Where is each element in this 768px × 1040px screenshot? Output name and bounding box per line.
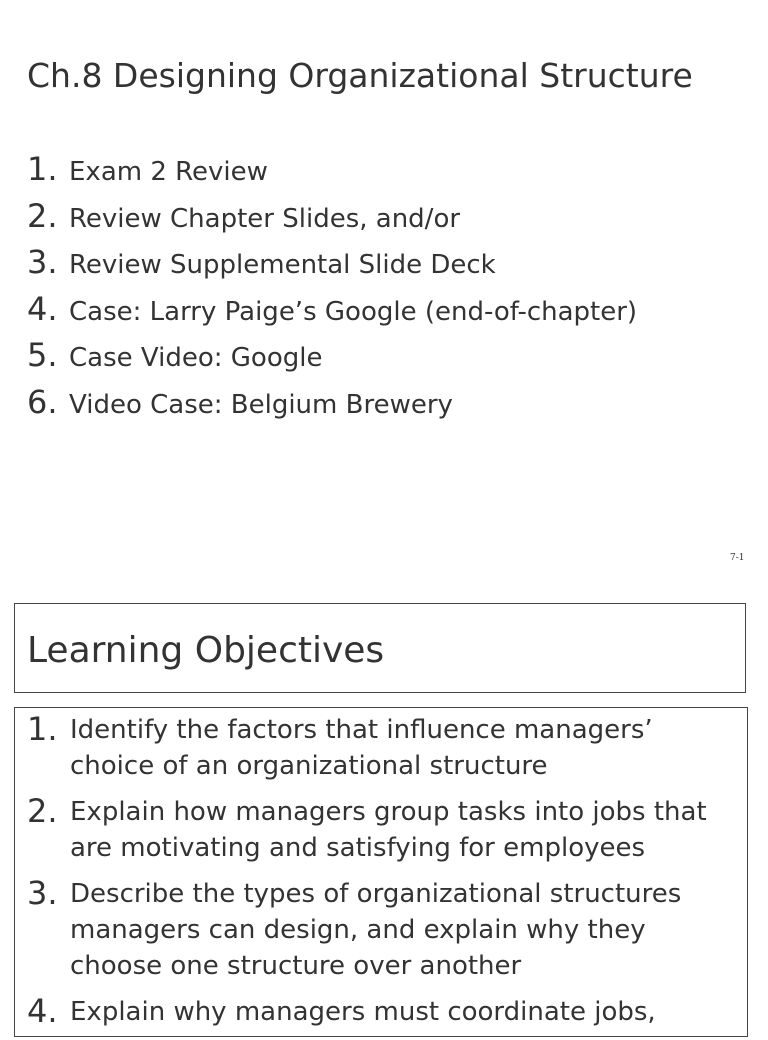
objective-number: 2. xyxy=(27,792,58,830)
objective-text: Identify the factors that influence managers’ choice of an organizational structure xyxy=(70,715,653,781)
agenda-item xyxy=(27,243,637,290)
page-number: 7-1 xyxy=(730,553,745,563)
item-number: 2. xyxy=(27,196,58,235)
item-text: Exam 2 Review xyxy=(69,157,268,187)
agenda-item xyxy=(27,197,637,244)
agenda-item xyxy=(27,336,637,383)
objectives-body-box xyxy=(14,707,748,1037)
agenda-item xyxy=(27,383,637,430)
objectives-title-box xyxy=(14,603,746,693)
item-text: Case: Larry Paige’s Google (end-of-chapter) xyxy=(69,296,638,327)
objectives-list xyxy=(27,712,730,1040)
item-text: Review Supplemental Slide Deck xyxy=(69,250,496,280)
item-number: 3. xyxy=(27,243,58,281)
objective-number: 4. xyxy=(27,992,58,1030)
objective-item xyxy=(27,794,730,866)
objective-text: Describe the types of organizational structures managers can design, and explain why they choose one structure over another xyxy=(70,879,682,981)
item-number: 5. xyxy=(27,336,58,374)
agenda-item xyxy=(27,150,637,197)
objective-text: Explain why managers must coordinate jobs, xyxy=(70,997,656,1027)
agenda-item xyxy=(27,290,637,337)
item-text: Video Case: Belgium Brewery xyxy=(69,389,453,420)
agenda-list xyxy=(27,150,637,429)
item-text: Case Video: Google xyxy=(69,343,323,373)
item-number: 6. xyxy=(27,382,58,421)
objective-number: 1. xyxy=(27,710,58,748)
objective-item xyxy=(27,876,730,984)
item-number: 4. xyxy=(27,289,58,328)
objective-item xyxy=(27,994,730,1030)
objective-item xyxy=(27,712,730,784)
item-text: Review Chapter Slides, and/or xyxy=(69,203,461,234)
objective-text: Explain how managers group tasks into jobs that are motivating and satisfying for employees xyxy=(70,797,707,863)
item-number: 1. xyxy=(27,150,58,188)
slide-title: Ch.8 Designing Organizational Structure xyxy=(27,56,693,95)
objectives-title: Learning Objectives xyxy=(27,630,385,671)
objective-number: 3. xyxy=(27,874,58,912)
